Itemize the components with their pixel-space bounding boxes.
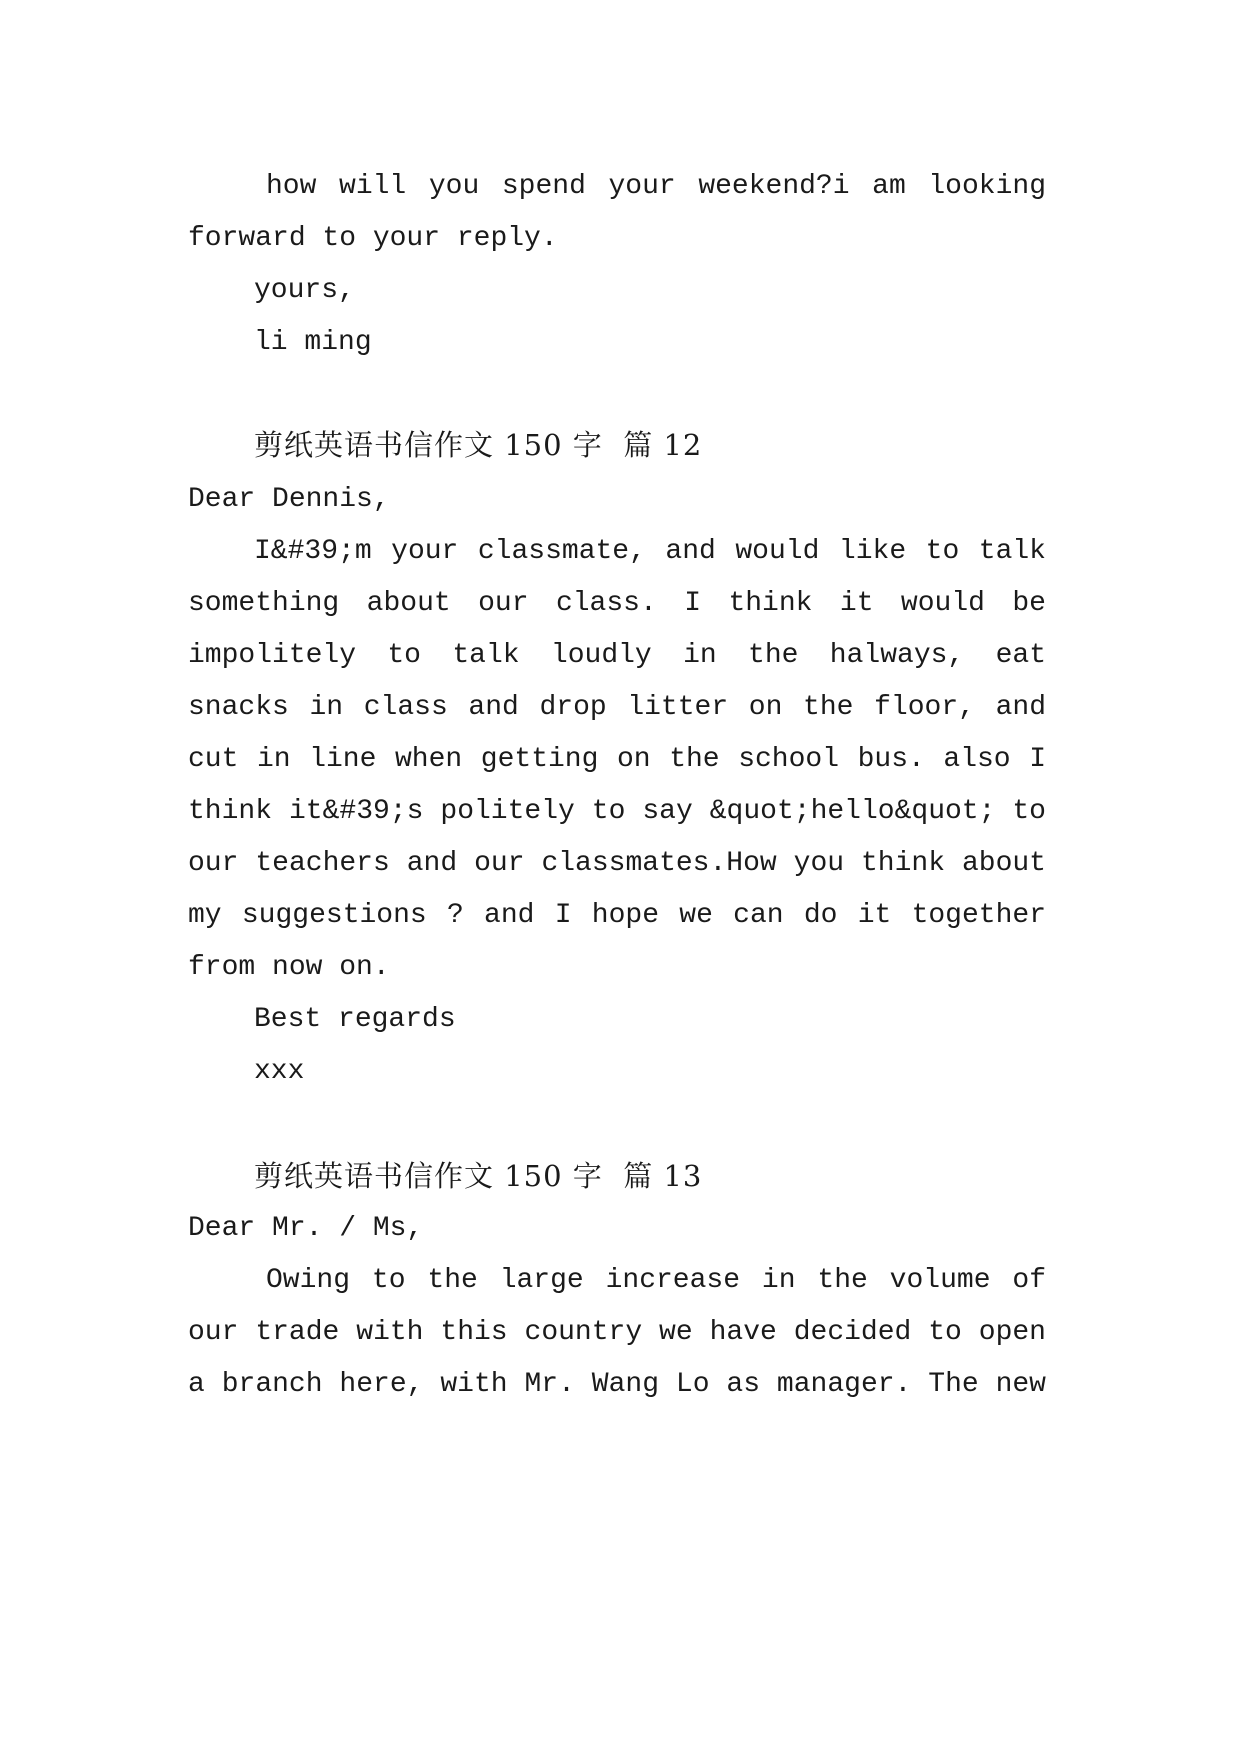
salutation: Dear Dennis, [188, 484, 390, 515]
paragraph-line: I&#39;m your classmate, and would like to talk [254, 536, 1046, 567]
section-heading: 剪纸英语书信作文 150 字 篇 13 [254, 1159, 703, 1193]
signature: xxx [254, 1056, 305, 1087]
section-heading: 剪纸英语书信作文 150 字 篇 12 [254, 428, 703, 462]
paragraph-line: impolitely to talk loudly in the halways, eat [188, 640, 1046, 671]
paragraph-line: something about our class. I think it would be [188, 588, 1046, 619]
paragraph-line: a branch here, with Mr. Wang Lo as manager. The new [188, 1369, 1046, 1400]
salutation: Dear Mr. / Ms, [188, 1213, 424, 1244]
paragraph-line: from now on. [188, 952, 390, 983]
signature: li ming [254, 327, 372, 358]
paragraph-line: my suggestions ? and I hope we can do it together [188, 900, 1046, 931]
paragraph-line: think it&#39;s politely to say &quot;hello&quot; to [188, 796, 1046, 827]
paragraph-line: cut in line when getting on the school bus. also I [188, 744, 1046, 775]
paragraph-line: our teachers and our classmates.How you think about [188, 848, 1046, 879]
paragraph-line: forward to your reply. [188, 223, 558, 254]
paragraph-line: how will you spend your weekend?i am looking [266, 171, 1046, 202]
closing: yours, [254, 275, 355, 306]
paragraph-line: snacks in class and drop litter on the floor, and [188, 692, 1046, 723]
paragraph-line: our trade with this country we have decided to open [188, 1317, 1046, 1348]
paragraph-line: Owing to the large increase in the volume of [266, 1265, 1046, 1296]
closing: Best regards [254, 1004, 456, 1035]
